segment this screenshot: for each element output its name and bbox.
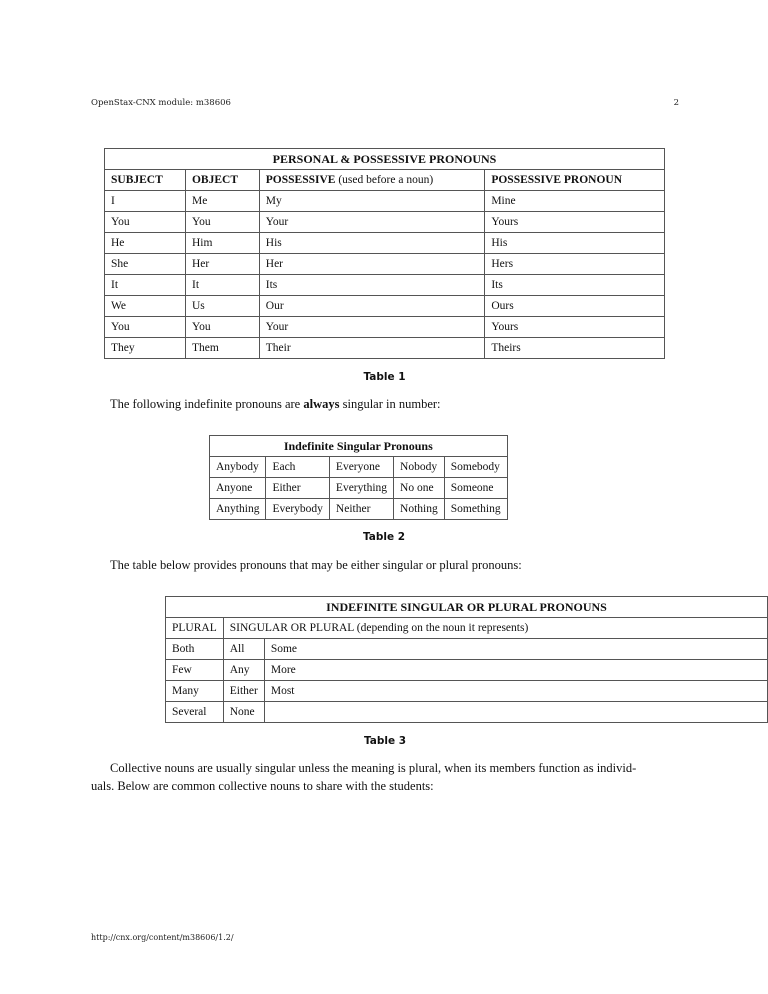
table-row xyxy=(166,702,768,723)
table-cell: Everyone xyxy=(329,457,393,478)
table-cell: Nobody xyxy=(394,457,445,478)
table-cell: No one xyxy=(394,478,445,499)
table-row xyxy=(105,338,665,359)
paragraph: Collective nouns are usually singular unless the meaning is plural, when its members function as individ- uals. Below are common collective nouns to share with the students: xyxy=(91,761,637,793)
table-cell: Some xyxy=(264,639,767,660)
table-row xyxy=(210,499,508,520)
column-header: POSSESSIVE (used before a noun) xyxy=(259,170,485,191)
indefinite-singular-or-plural-table xyxy=(165,596,768,723)
table-cell: All xyxy=(223,639,264,660)
table-cell: Something xyxy=(444,499,507,520)
table-cell: You xyxy=(105,317,186,338)
table-cell: Either xyxy=(266,478,329,499)
table-cell: Its xyxy=(485,275,665,296)
table-cell: More xyxy=(264,660,767,681)
table-row xyxy=(166,639,768,660)
personal-possessive-pronouns-table xyxy=(104,148,665,359)
table-cell: Several xyxy=(166,702,224,723)
table-cell: Few xyxy=(166,660,224,681)
table-cell: Anyone xyxy=(210,478,266,499)
column-header: PLURAL xyxy=(166,618,224,639)
table-row xyxy=(166,660,768,681)
table-cell: Ours xyxy=(485,296,665,317)
table-row xyxy=(105,275,665,296)
column-header: POSSESSIVE PRONOUN xyxy=(485,170,665,191)
table-cell: Everybody xyxy=(266,499,329,520)
table-cell: Their xyxy=(259,338,485,359)
column-header: SINGULAR OR PLURAL (depending on the noun it represents) xyxy=(223,618,767,639)
column-header: OBJECT xyxy=(185,170,259,191)
table-cell: Most xyxy=(264,681,767,702)
table-row xyxy=(210,457,508,478)
table-cell: Everything xyxy=(329,478,393,499)
table-cell: We xyxy=(105,296,186,317)
indefinite-singular-pronouns-table xyxy=(209,435,508,520)
table-cell: Yours xyxy=(485,317,665,338)
table-cell: Either xyxy=(223,681,264,702)
table-cell: Yours xyxy=(485,212,665,233)
table-row xyxy=(105,254,665,275)
table-cell: You xyxy=(185,317,259,338)
table-cell: Any xyxy=(223,660,264,681)
table-cell: Her xyxy=(185,254,259,275)
table-cell: It xyxy=(185,275,259,296)
table-caption: Table 2 xyxy=(362,531,406,543)
table-cell: Both xyxy=(166,639,224,660)
table-cell: Mine xyxy=(485,191,665,212)
table-cell: Our xyxy=(259,296,485,317)
table-cell: Us xyxy=(185,296,259,317)
table-caption: Table 3 xyxy=(363,735,407,747)
table-cell: Hers xyxy=(485,254,665,275)
table-row xyxy=(105,317,665,338)
paragraph: The table below provides pronouns that may be either singular or plural pronouns: xyxy=(110,558,522,572)
table-cell: Your xyxy=(259,317,485,338)
table-cell: Nothing xyxy=(394,499,445,520)
table-title: Indefinite Singular Pronouns xyxy=(210,436,508,457)
table-cell: Anybody xyxy=(210,457,266,478)
table-cell: Its xyxy=(259,275,485,296)
table-cell: Them xyxy=(185,338,259,359)
table-cell: Someone xyxy=(444,478,507,499)
footer-url: http://cnx.org/content/m38606/1.2/ xyxy=(91,933,234,942)
table-header-row xyxy=(166,618,768,639)
table-row xyxy=(105,191,665,212)
table-row xyxy=(166,681,768,702)
table-cell: He xyxy=(105,233,186,254)
table-cell: Your xyxy=(259,212,485,233)
table-row xyxy=(210,478,508,499)
table-cell: You xyxy=(105,212,186,233)
table-cell: Neither xyxy=(329,499,393,520)
table-cell: His xyxy=(485,233,665,254)
table-header-row xyxy=(105,170,665,191)
table-title: INDEFINITE SINGULAR OR PLURAL PRONOUNS xyxy=(166,597,768,618)
table-cell xyxy=(264,702,767,723)
table-cell: She xyxy=(105,254,186,275)
table-row xyxy=(105,233,665,254)
table-cell: My xyxy=(259,191,485,212)
running-header-module: OpenStax-CNX module: m38606 xyxy=(91,98,231,108)
table-cell: Her xyxy=(259,254,485,275)
table-cell: Him xyxy=(185,233,259,254)
page-number: 2 xyxy=(673,98,679,108)
table-cell: Many xyxy=(166,681,224,702)
table-cell: Me xyxy=(185,191,259,212)
paragraph: The following indefinite pronouns are always singular in number: xyxy=(110,397,441,411)
table-cell: Somebody xyxy=(444,457,507,478)
table-row xyxy=(105,296,665,317)
table-cell: Anything xyxy=(210,499,266,520)
table-caption: Table 1 xyxy=(363,371,406,383)
table-cell: Theirs xyxy=(485,338,665,359)
table-cell: I xyxy=(105,191,186,212)
table-cell: They xyxy=(105,338,186,359)
table-cell: It xyxy=(105,275,186,296)
table-cell: His xyxy=(259,233,485,254)
table-cell: You xyxy=(185,212,259,233)
table-title: PERSONAL & POSSESSIVE PRONOUNS xyxy=(105,149,665,170)
column-header: SUBJECT xyxy=(105,170,186,191)
table-cell: Each xyxy=(266,457,329,478)
table-row xyxy=(105,212,665,233)
table-cell: None xyxy=(223,702,264,723)
